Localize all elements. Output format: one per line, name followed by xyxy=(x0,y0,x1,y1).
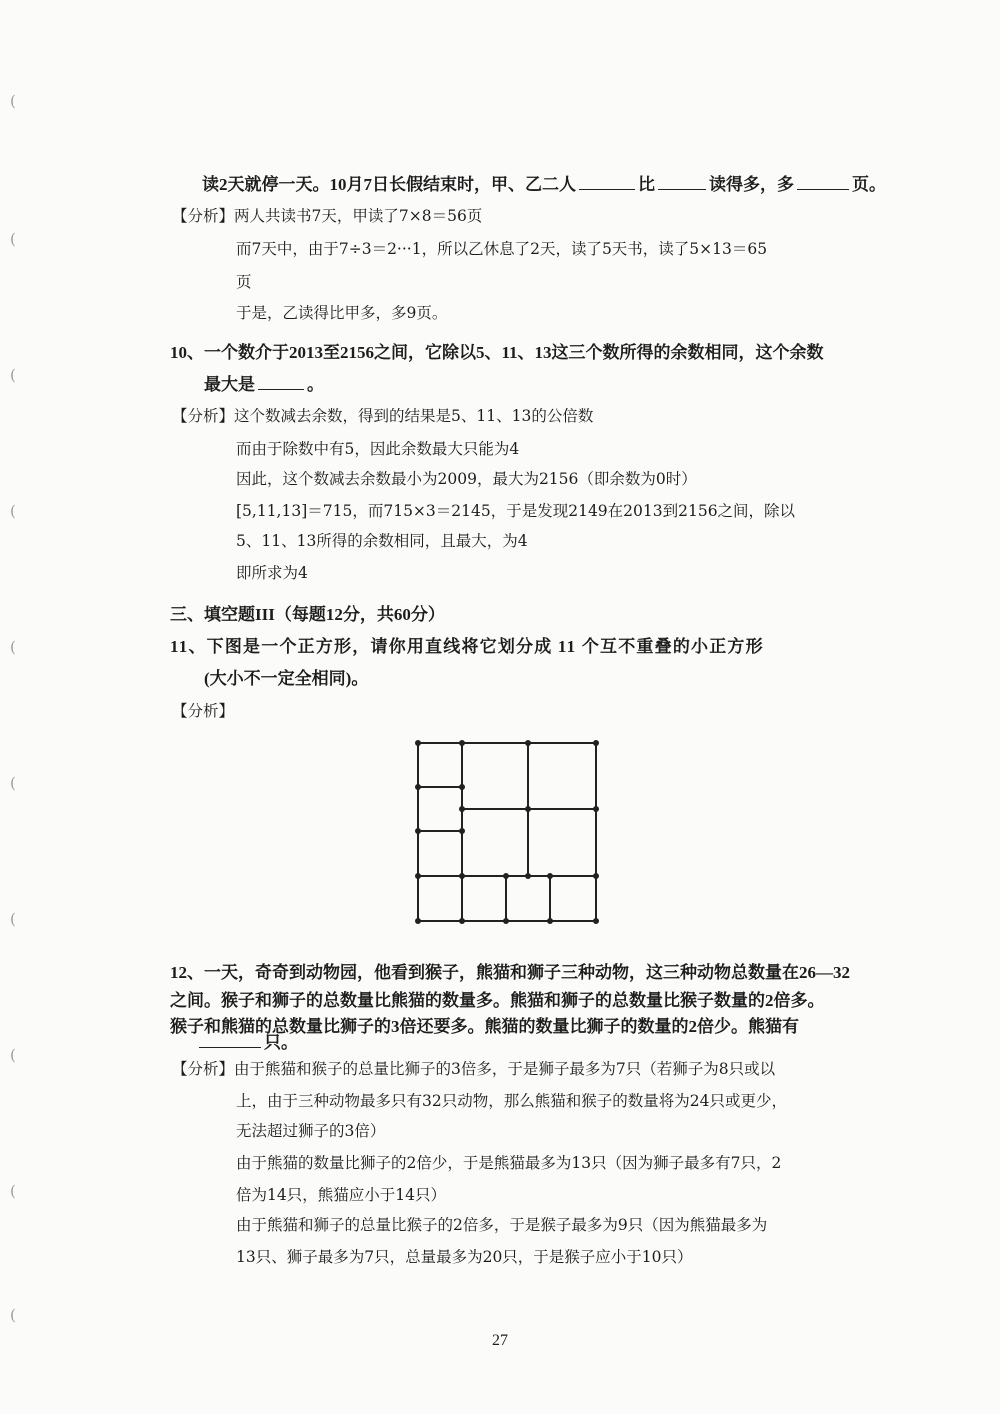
analysis-line: 即所求为4 xyxy=(236,564,308,582)
margin-mark: ( xyxy=(10,638,16,656)
q12-question-line4 xyxy=(196,1032,298,1054)
page-number: 27 xyxy=(492,1332,508,1349)
q10-question-line1: 10、一个数介于2013至2156之间，它除以5、11、13这三个数所得的余数相同，这个余数 xyxy=(170,343,824,362)
analysis-text: 由于熊猫和猴子的总量比狮子的3倍多，于是狮子最多为7只（若狮子为8只或以 xyxy=(234,1060,776,1078)
q9-text-b: 比 xyxy=(638,175,655,194)
q9-text-c: 读得多，多 xyxy=(709,175,794,194)
analysis-line: [5,11,13]＝715，而715×3＝2145，于是发现2149在2013到2156之间，除以 xyxy=(236,502,796,520)
analysis-line xyxy=(172,205,482,227)
analysis-text: 两人共读书7天，甲读了7×8＝56页 xyxy=(234,207,483,225)
margin-mark: ( xyxy=(10,910,16,928)
margin-mark: ( xyxy=(10,92,16,110)
q12-question-line2: 之间。猴子和狮子的总数量比熊猫的数量多。熊猫和狮子的总数量比猴子数量的2倍多。 xyxy=(170,991,825,1010)
q12-question-line1: 12、一天，奇奇到动物园，他看到猴子，熊猫和狮子三种动物，这三种动物总数量在26—32 xyxy=(170,963,850,982)
analysis-line: 无法超过狮子的3倍） xyxy=(236,1122,386,1140)
analysis-line: 因此，这个数减去余数最小为2009，最大为2156（即余数为0时） xyxy=(236,470,697,488)
answer-blank xyxy=(658,175,706,190)
q12-text-end: 只。 xyxy=(264,1033,298,1052)
margin-mark: ( xyxy=(10,1046,16,1064)
q11-question-line2: (大小不一定全相同)。 xyxy=(204,669,369,688)
q12-question-line3: 猴子和熊猫的总数量比狮子的3倍还要多。熊猫的数量比狮子的数量的2倍少。熊猫有 xyxy=(170,1017,799,1036)
margin-mark: ( xyxy=(10,502,16,520)
analysis-line: 页 xyxy=(236,273,252,291)
analysis-line: 由于熊猫的数量比狮子的2倍少，于是熊猫最多为13只（因为狮子最多有7只，2 xyxy=(236,1154,782,1172)
answer-blank xyxy=(797,175,849,190)
q9-text-d: 页。 xyxy=(852,175,886,194)
analysis-text: 这个数减去余数，得到的结果是5、11、13的公倍数 xyxy=(234,407,594,425)
margin-mark: ( xyxy=(10,774,16,792)
analysis-line xyxy=(172,405,593,427)
margin-mark: ( xyxy=(10,1306,16,1324)
analysis-line: 于是，乙读得比甲多，多9页。 xyxy=(236,304,448,322)
q9-question-end xyxy=(202,174,886,196)
analysis-line: 倍为14只，熊猫应小于14只） xyxy=(236,1186,446,1204)
analysis-line: 而7天中，由于7÷3＝2···1，所以乙休息了2天，读了5天书，读了5×13＝65 xyxy=(236,240,768,258)
answer-blank xyxy=(199,1033,261,1048)
q11-question-line1: 11、下图是一个正方形，请你用直线将它划分成 11 个互不重叠的小正方形 xyxy=(170,637,764,656)
section-heading: 三、填空题III（每题12分，共60分） xyxy=(170,605,445,624)
answer-blank xyxy=(579,175,635,190)
analysis-tag: 【分析】 xyxy=(172,207,235,225)
q10-text-a: 最大是 xyxy=(204,375,255,394)
analysis-line: 5、11、13所得的余数相同，且最大，为4 xyxy=(236,532,528,550)
q10-text-b: 。 xyxy=(307,375,324,394)
analysis-tag: 【分析】 xyxy=(172,1060,235,1078)
q9-text-a: 读2天就停一天。10月7日长假结束时，甲、乙二人 xyxy=(202,175,576,194)
q10-question-line2 xyxy=(204,374,324,396)
analysis-line xyxy=(172,1058,775,1080)
analysis-tag: 【分析】 xyxy=(172,702,235,720)
answer-blank xyxy=(258,375,304,390)
analysis-line: 由于熊猫和狮子的总量比猴子的2倍多，于是猴子最多为9只（因为熊猫最多为 xyxy=(236,1216,768,1234)
analysis-tag: 【分析】 xyxy=(172,407,235,425)
square-division-figure xyxy=(410,736,610,932)
analysis-line: 而由于除数中有5，因此余数最大只能为4 xyxy=(236,440,520,458)
margin-mark: ( xyxy=(10,366,16,384)
analysis-line: 上，由于三种动物最多只有32只动物，那么熊猫和猴子的数量将为24只或更少， xyxy=(236,1092,787,1110)
margin-mark: ( xyxy=(10,230,16,248)
analysis-line: 13只、狮子最多为7只，总量最多为20只，于是猴子应小于10只） xyxy=(236,1248,693,1266)
margin-mark: ( xyxy=(10,1182,16,1200)
